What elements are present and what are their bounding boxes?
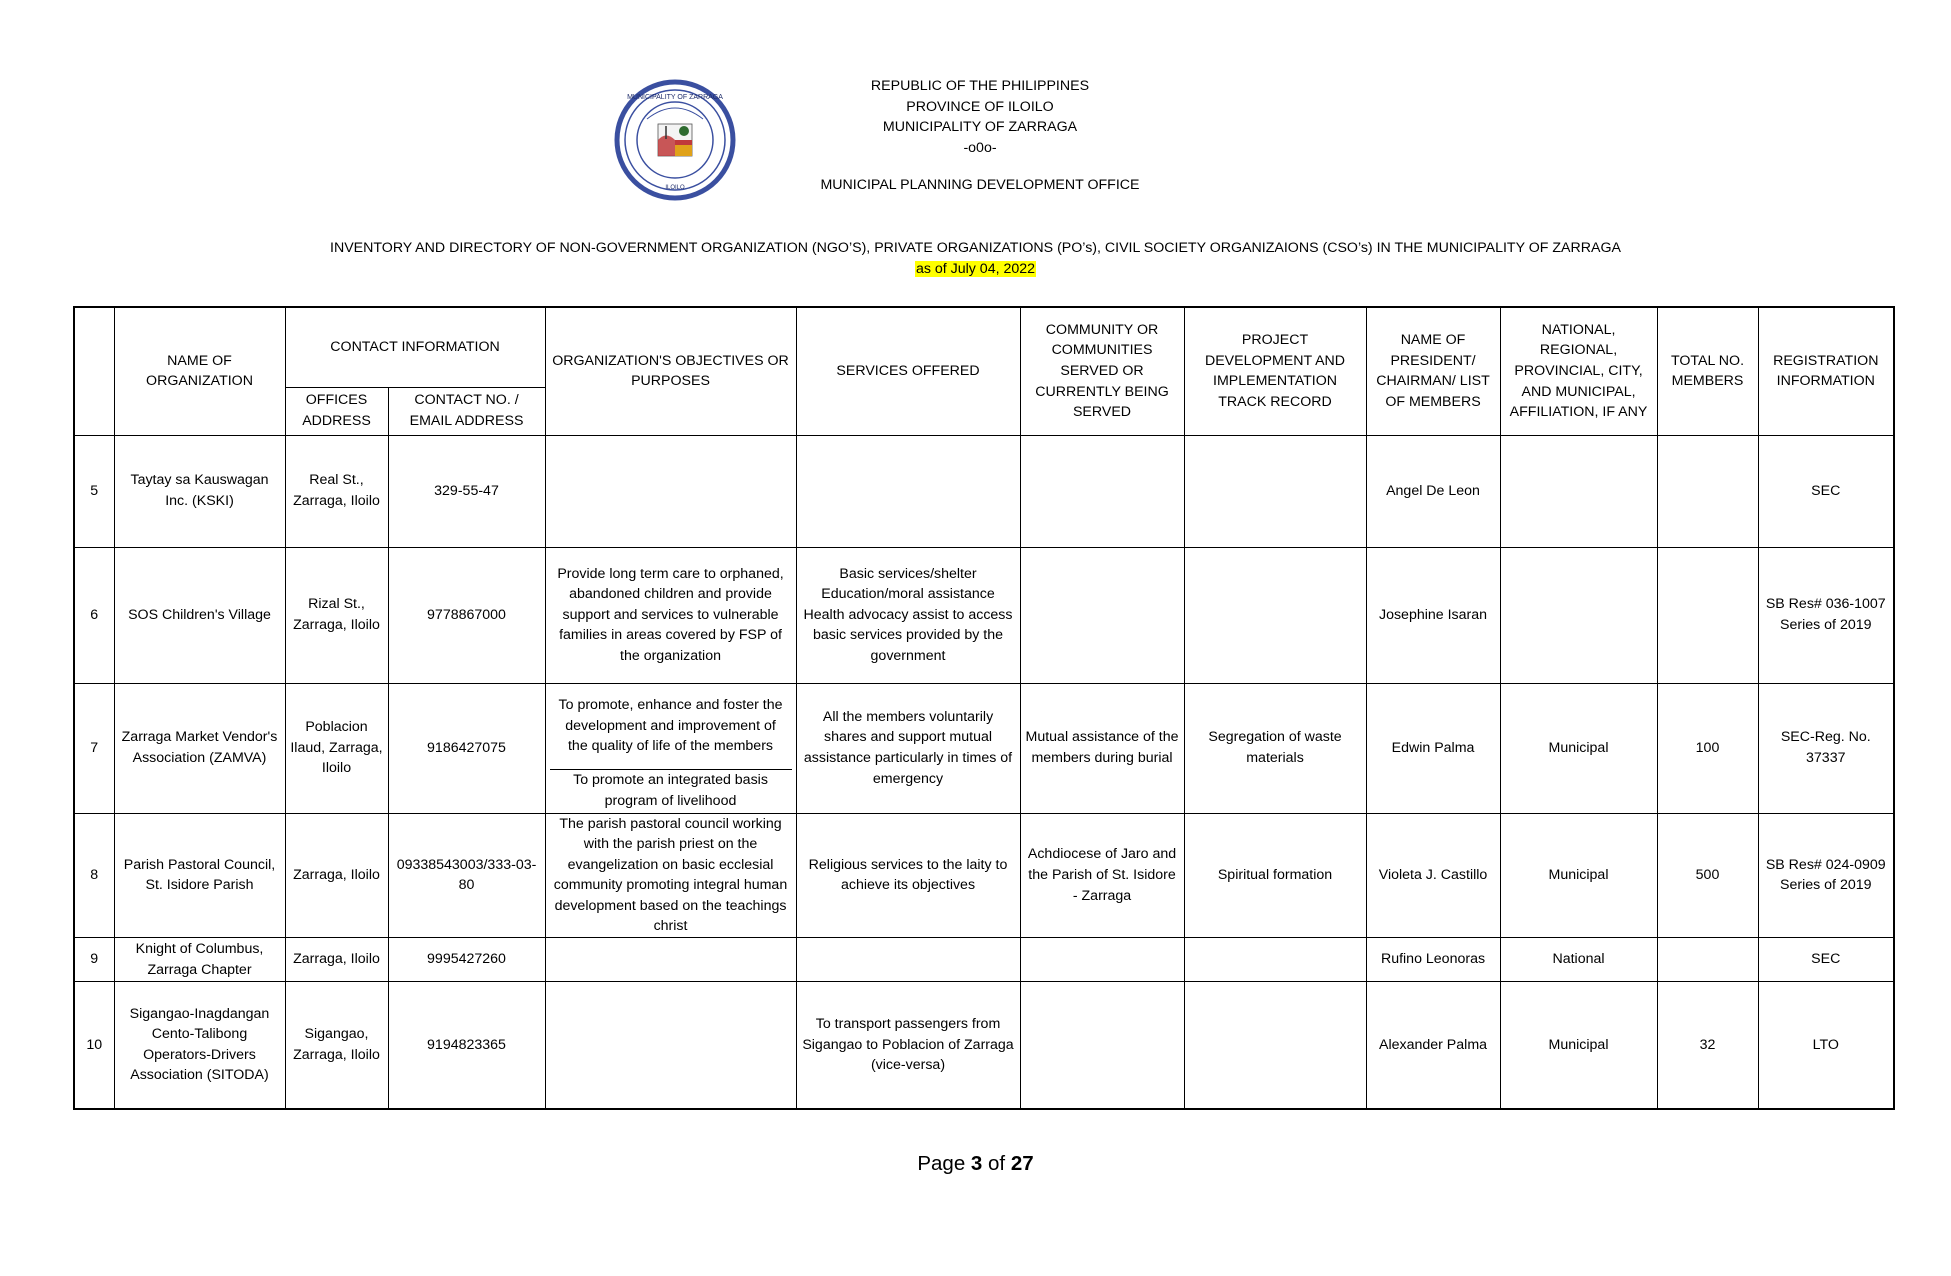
office-address: Rizal St., Zarraga, Iloilo	[285, 547, 388, 683]
date-highlight: as of July 04, 2022	[915, 260, 1036, 277]
community	[1020, 435, 1184, 547]
total-members: 100	[1657, 683, 1758, 813]
total-members	[1657, 938, 1758, 982]
project-record: Segregation of waste materials	[1184, 683, 1366, 813]
objectives: Provide long term care to orphaned, abandoned children and provide support and services to vulnerable families in areas covered by FSP of the organization	[545, 547, 796, 683]
header-affiliation: NATIONAL, REGIONAL, PROVINCIAL, CITY, AND MUNICIPAL, AFFILIATION, IF ANY	[1500, 307, 1657, 435]
organization-directory-table	[73, 306, 1895, 1110]
affiliation	[1500, 547, 1657, 683]
header-president: NAME OF PRESIDENT/ CHAIRMAN/ LIST OF MEMBERS	[1366, 307, 1500, 435]
president: Angel De Leon	[1366, 435, 1500, 547]
president: Edwin Palma	[1366, 683, 1500, 813]
header-registration: REGISTRATION INFORMATION	[1758, 307, 1894, 435]
header-office-address: OFFICES ADDRESS	[285, 387, 388, 435]
affiliation	[1500, 435, 1657, 547]
office-address: Zarraga, Iloilo	[285, 813, 388, 938]
office-address: Poblacion Ilaud, Zarraga, Iloilo	[285, 683, 388, 813]
row-number: 8	[74, 813, 114, 938]
services	[796, 435, 1020, 547]
header-name: NAME OF ORGANIZATION	[114, 307, 285, 435]
president: Josephine Isaran	[1366, 547, 1500, 683]
project-record	[1184, 938, 1366, 982]
services	[796, 938, 1020, 982]
objectives	[545, 938, 796, 982]
registration: SB Res# 024-0909 Series of 2019	[1758, 813, 1894, 938]
total-members	[1657, 435, 1758, 547]
row-number: 6	[74, 547, 114, 683]
total-pages: 27	[1010, 1152, 1034, 1175]
header-project: PROJECT DEVELOPMENT AND IMPLEMENTATION TRACK RECORD	[1184, 307, 1366, 435]
table-row	[74, 813, 1894, 938]
header-contact-information: CONTACT INFORMATION	[285, 307, 545, 387]
table-row	[74, 547, 1894, 683]
project-record	[1184, 435, 1366, 547]
contact-number: 09338543003/333-03-80	[388, 813, 545, 938]
president: Violeta J. Castillo	[1366, 813, 1500, 938]
table-row	[74, 683, 1894, 813]
president: Alexander Palma	[1366, 982, 1500, 1109]
page-label: Page	[917, 1152, 971, 1175]
affiliation: Municipal	[1500, 982, 1657, 1109]
office-address: Real St., Zarraga, Iloilo	[285, 435, 388, 547]
header-separator: -o0o-	[963, 139, 997, 156]
contact-number: 9778867000	[388, 547, 545, 683]
row-number: 5	[74, 435, 114, 547]
header-line-province: PROVINCE OF ILOILO	[906, 98, 1054, 115]
contact-number: 329-55-47	[388, 435, 545, 547]
total-members	[1657, 547, 1758, 683]
community	[1020, 938, 1184, 982]
objectives	[545, 435, 796, 547]
community: Achdiocese of Jaro and the Parish of St. Isidore - Zarraga	[1020, 813, 1184, 938]
services: Basic services/shelter Education/moral assistance Health advocacy assist to access basic services provided by the government	[796, 547, 1020, 683]
project-record	[1184, 982, 1366, 1109]
registration: SEC	[1758, 938, 1894, 982]
objectives: To promote, enhance and foster the development and improvement of the quality of life of the members	[550, 684, 792, 770]
header-total-members: TOTAL NO. MEMBERS	[1657, 307, 1758, 435]
row-number: 10	[74, 982, 114, 1109]
total-members: 32	[1657, 982, 1758, 1109]
header-objectives: ORGANIZATION'S OBJECTIVES OR PURPOSES	[545, 307, 796, 435]
page-number	[0, 1152, 1951, 1176]
org-name: Taytay sa Kauswagan Inc. (KSKI)	[114, 435, 285, 547]
header-contact-no: CONTACT NO. / EMAIL ADDRESS	[388, 387, 545, 435]
org-name: Sigangao-Inagdangan Cento-Talibong Operators-Drivers Association (SITODA)	[114, 982, 285, 1109]
table-row	[74, 982, 1894, 1109]
row-number: 7	[74, 683, 114, 813]
objectives-split	[545, 683, 796, 813]
project-record	[1184, 547, 1366, 683]
header-line-municipality: MUNICIPALITY OF ZARRAGA	[882, 119, 1078, 136]
services: To transport passengers from Sigangao to Poblacion of Zarraga (vice-versa)	[796, 982, 1020, 1109]
community	[1020, 982, 1184, 1109]
objectives	[545, 982, 796, 1109]
office-address: Sigangao, Zarraga, Iloilo	[285, 982, 388, 1109]
document-title: INVENTORY AND DIRECTORY OF NON-GOVERNMENT ORGANIZATION (NGO’S), PRIVATE ORGANIZATIONS (PO’s), CIVIL SOCIETY ORGANIZAIONS (CSO’s) IN THE MUNICIPALITY OF ZARRAGA	[330, 240, 1621, 256]
table-row	[74, 938, 1894, 982]
affiliation: Municipal	[1500, 813, 1657, 938]
objectives: The parish pastoral council working with the parish priest on the evangelization on basic ecclesial community promoting integral human development based on the teachings christ	[545, 813, 796, 938]
document-header	[700, 76, 1260, 158]
org-name: Knight of Columbus, Zarraga Chapter	[114, 938, 285, 982]
header-row-number	[74, 307, 114, 435]
affiliation: Municipal	[1500, 683, 1657, 813]
table-row	[74, 435, 1894, 547]
objectives-secondary: To promote an integrated basis program of livelihood	[573, 772, 768, 809]
svg-text:MUNICIPALITY OF ZARRAGA: MUNICIPALITY OF ZARRAGA	[627, 94, 723, 101]
project-record: Spiritual formation	[1184, 813, 1366, 938]
president: Rufino Leonoras	[1366, 938, 1500, 982]
header-community: COMMUNITY OR COMMUNITIES SERVED OR CURRENTLY BEING SERVED	[1020, 307, 1184, 435]
contact-number: 9186427075	[388, 683, 545, 813]
header-services: SERVICES OFFERED	[796, 307, 1020, 435]
office-name: MUNICIPAL PLANNING DEVELOPMENT OFFICE	[820, 177, 1140, 193]
community	[1020, 547, 1184, 683]
registration: SEC-Reg. No. 37337	[1758, 683, 1894, 813]
services: Religious services to the laity to achieve its objectives	[796, 813, 1020, 938]
services: All the members voluntarily shares and support mutual assistance particularly in times of emergency	[796, 683, 1020, 813]
current-page: 3	[970, 1152, 983, 1175]
total-members: 500	[1657, 813, 1758, 938]
registration: SB Res# 036-1007 Series of 2019	[1758, 547, 1894, 683]
svg-text:ILOILO: ILOILO	[665, 185, 685, 191]
registration: SEC	[1758, 435, 1894, 547]
affiliation: National	[1500, 938, 1657, 982]
org-name: SOS Children's Village	[114, 547, 285, 683]
page-of-label: of	[982, 1152, 1011, 1175]
header-line-republic: REPUBLIC OF THE PHILIPPINES	[870, 78, 1090, 94]
contact-number: 9995427260	[388, 938, 545, 982]
org-name: Zarraga Market Vendor's Association (ZAMVA)	[114, 683, 285, 813]
org-name: Parish Pastoral Council, St. Isidore Parish	[114, 813, 285, 938]
contact-number: 9194823365	[388, 982, 545, 1109]
row-number: 9	[74, 938, 114, 982]
registration: LTO	[1758, 982, 1894, 1109]
office-address: Zarraga, Iloilo	[285, 938, 388, 982]
community: Mutual assistance of the members during burial	[1020, 683, 1184, 813]
document-title-block	[0, 238, 1951, 279]
